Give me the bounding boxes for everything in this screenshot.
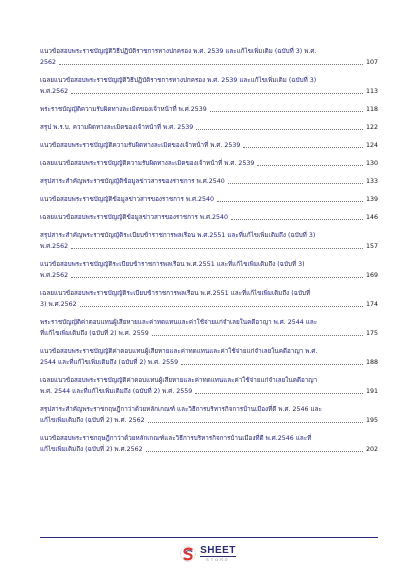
dot-leader — [181, 363, 363, 365]
footer — [0, 545, 416, 563]
toc-entry-final-line — [40, 241, 378, 252]
toc-entry-final-line — [40, 57, 378, 68]
dot-leader — [196, 128, 363, 130]
toc-page-number: 130 — [365, 160, 378, 167]
toc-entry-title-line: เฉลยแนวข้อสอบพระราชบัญญัติวิธีปฏิบัติราชการทางปกครอง พ.ศ. 2539 และแก้ไขเพิ่มเติม (ฉบับที่ 3) — [40, 77, 317, 84]
dot-leader — [228, 182, 363, 184]
dot-leader — [71, 92, 363, 94]
toc-entry-title-line: สรุปสาระสำคัญพระราชกฤษฎีกาว่าด้วยหลักเกณฑ์ และวิธีการบริหารกิจการบ้านเมืองที่ดี พ.ศ. 2546 และ — [40, 406, 322, 413]
toc-page-number: 133 — [365, 178, 378, 185]
toc-entry-title-line: สรุปสาระสำคัญพระราชบัญญัติระเบียบข้าราชการพลเรือน พ.ศ.2551 และที่แก้ไขเพิ่มเติมถึง (ฉบับที่ 3) — [40, 232, 316, 239]
sheet-store-logo-icon — [180, 545, 196, 563]
toc-entry-title-end: แก้ไขเพิ่มเติมถึง (ฉบับที่ 2) พ.ศ. 2562 — [40, 417, 145, 424]
brand-wordmark — [200, 545, 236, 563]
toc-entry-title-line: แนวข้อสอบพระราชบัญญัติค่าตอบแทนผู้เสียหายและค่าทดแทนและค่าใช้จ่ายแก่จำเลยในคดีอาญา พ.ศ. — [40, 348, 318, 355]
toc-entry-title-end: สรุปสาระสำคัญพระราชบัญญัติข้อมูลข่าวสารของราชการ พ.ศ.2540 — [40, 178, 225, 185]
toc-entry-final-line — [40, 299, 378, 310]
dot-leader — [59, 63, 363, 65]
toc-page-number: 202 — [365, 446, 378, 453]
dot-leader — [231, 218, 363, 220]
toc-entry[interactable] — [40, 140, 378, 151]
dot-leader — [148, 421, 363, 423]
toc-page-number: 175 — [365, 330, 378, 337]
toc-entry[interactable] — [40, 122, 378, 133]
toc-page-number: 191 — [365, 388, 378, 395]
toc-entry[interactable] — [40, 46, 378, 68]
dot-leader — [257, 164, 363, 166]
toc-entry-title-line: แนวข้อสอบพระราชกฤษฎีกาว่าด้วยหลักเกณฑ์และวิธีการบริหารกิจการบ้านเมืองที่ดี พ.ศ.2546 และที่ — [40, 435, 312, 442]
toc-entry[interactable] — [40, 104, 378, 115]
toc-page-number: 107 — [365, 59, 378, 66]
toc-entry-title-line: เฉลยแนวข้อสอบพระราชบัญญัติค่าตอบแทนผู้เสียหายและค่าทดแทนและค่าใช้จ่ายแก่จำเลยในคดีอาญา — [40, 377, 318, 384]
toc-entry-final-line — [40, 328, 378, 339]
toc-entry-title-end: แนวข้อสอบพระราชบัญญัติข้อมูลข่าวสารของราชการ พ.ศ.2540 — [40, 196, 215, 203]
toc-entry-title-line: แนวข้อสอบพระราชบัญญัติระเบียบข้าราชการพลเรือน พ.ศ.2551 และที่แก้ไขเพิ่มเติมถึง (ฉบับที่ 3) — [40, 261, 305, 268]
dot-leader — [71, 276, 363, 278]
toc-entry-title-end: แก้ไขเพิ่มเติมถึง (ฉบับที่ 2) พ.ศ.2562 — [40, 446, 143, 453]
toc-entry-final-line — [40, 86, 378, 97]
toc-entry-title-end: แนวข้อสอบพระราชบัญญัติความรับผิดทางละเมิดของเจ้าหน้าที่ พ.ศ. 2539 — [40, 142, 241, 149]
footer-divider — [40, 537, 378, 538]
toc-entry-final-line — [40, 270, 378, 281]
toc-page-number: 113 — [365, 88, 378, 95]
toc-entry-final-line — [40, 140, 378, 151]
toc-entry-final-line — [40, 386, 378, 397]
brand-name: SHEET — [200, 545, 236, 556]
toc-page-number: 195 — [365, 417, 378, 424]
toc-page-number: 174 — [365, 301, 378, 308]
dot-leader — [80, 305, 363, 307]
toc-entry[interactable] — [40, 194, 378, 205]
toc-entry-final-line — [40, 357, 378, 368]
toc-entry[interactable] — [40, 158, 378, 169]
toc-entry[interactable] — [40, 259, 378, 281]
dot-leader — [243, 146, 363, 148]
toc-entry[interactable] — [40, 288, 378, 310]
toc-page-number: 139 — [365, 196, 378, 203]
toc-entry-final-line — [40, 212, 378, 223]
toc-entry[interactable] — [40, 317, 378, 339]
dot-leader — [210, 110, 363, 112]
toc-entry-final-line — [40, 444, 378, 455]
toc-entry-title-end: พ.ศ.2562 — [40, 243, 69, 250]
toc-entry-final-line — [40, 194, 378, 205]
toc-entry-title-end: เฉลยแนวข้อสอบพระราชบัญญัติความรับผิดทางละเมิดของเจ้าหน้าที่ พ.ศ. 2539 — [40, 160, 255, 167]
dot-leader — [71, 247, 363, 249]
toc-entry-title-end: เฉลยแนวข้อสอบพระราชบัญญัติข้อมูลข่าวสารของราชการ พ.ศ.2540 — [40, 214, 229, 221]
toc-page-number: 146 — [365, 214, 378, 221]
toc-entry-title-end: 2562 — [40, 59, 57, 66]
toc-entry-title-end: 3) พ.ศ.2562 — [40, 301, 77, 308]
toc-entry-title-end: พระราชบัญญัติความรับผิดทางละเมิดของเจ้าหน้าที่ พ.ศ.2539 — [40, 106, 207, 113]
dot-leader — [152, 334, 363, 336]
toc-entry[interactable] — [40, 346, 378, 368]
brand-subtitle: STORE — [206, 557, 230, 562]
toc-entry-title-line: เฉลยแนวข้อสอบพระราชบัญญัติระเบียบข้าราชการพลเรือน พ.ศ.2551 และที่แก้ไขเพิ่มเติมถึง (ฉบับที่ — [40, 290, 311, 297]
toc-entry-final-line — [40, 104, 378, 115]
toc-entry-final-line — [40, 122, 378, 133]
toc-entry[interactable] — [40, 375, 378, 397]
toc-entry-title-end: พ.ศ.2562 — [40, 88, 69, 95]
toc-entry-title-end: 2544 และที่แก้ไขเพิ่มเติมถึง (ฉบับที่ 2) พ.ศ. 2559 — [40, 359, 179, 366]
toc-page-number: 118 — [365, 106, 378, 113]
dot-leader — [146, 450, 363, 452]
toc-entry-title-line: พระราชบัญญัติค่าตอบแทนผู้เสียหายและค่าทดแทนและค่าใช้จ่ายแก่จำเลยในคดีอาญา พ.ศ. 2544 และ — [40, 319, 318, 326]
toc-entry[interactable] — [40, 230, 378, 252]
toc-entry[interactable] — [40, 212, 378, 223]
table-of-contents — [40, 46, 378, 462]
toc-page-number: 188 — [365, 359, 378, 366]
toc-page-number: 124 — [365, 142, 378, 149]
dot-leader — [195, 392, 363, 394]
toc-entry-title-end: สรุป พ.ร.บ. ความผิดทางละเมิดของเจ้าหน้าที่ พ.ศ. 2539 — [40, 124, 194, 131]
toc-entry-title-end: พ.ศ. 2544 และที่แก้ไขเพิ่มเติมถึง (ฉบับที่ 2) พ.ศ. 2559 — [40, 388, 193, 395]
toc-entry[interactable] — [40, 75, 378, 97]
toc-entry-title-line: แนวข้อสอบพระราชบัญญัติวิธีปฏิบัติราชการทางปกครอง พ.ศ. 2539 และแก้ไขเพิ่มเติม (ฉบับที่ 3) พ.ศ. — [40, 48, 317, 55]
toc-entry[interactable] — [40, 404, 378, 426]
toc-page-number: 157 — [365, 243, 378, 250]
toc-entry-final-line — [40, 415, 378, 426]
toc-entry-final-line — [40, 176, 378, 187]
toc-entry-title-end: พ.ศ.2562 — [40, 272, 69, 279]
toc-entry-title-end: ที่แก้ไขเพิ่มเติมถึง (ฉบับที่ 2) พ.ศ. 2559 — [40, 330, 149, 337]
toc-page-number: 122 — [365, 124, 378, 131]
dot-leader — [217, 200, 363, 202]
toc-page-number: 169 — [365, 272, 378, 279]
toc-entry[interactable] — [40, 433, 378, 455]
toc-entry[interactable] — [40, 176, 378, 187]
toc-entry-final-line — [40, 158, 378, 169]
